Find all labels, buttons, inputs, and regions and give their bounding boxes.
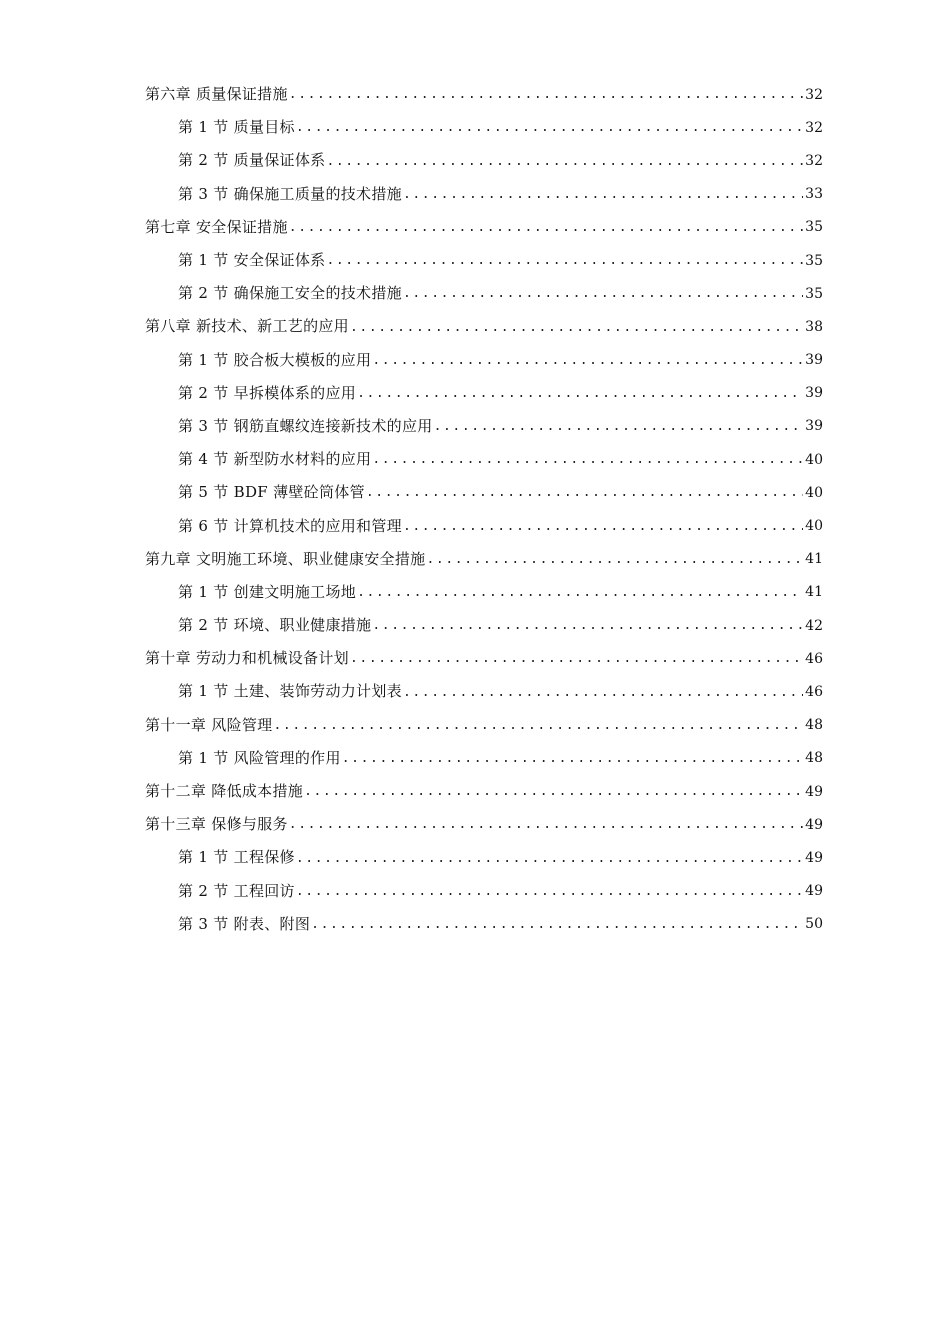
toc-entry-title: 第 4 节 新型防水材料的应用: [178, 450, 372, 469]
toc-page-number: 41: [805, 551, 823, 568]
toc-page-number: 49: [805, 816, 823, 833]
toc-page-number: 35: [805, 252, 823, 269]
toc-entry-title: 第 2 节 确保施工安全的技术措施: [178, 284, 402, 303]
toc-entry-title: 第 1 节 胶合板大模板的应用: [178, 350, 372, 369]
toc-page-number: 42: [805, 617, 823, 634]
toc-page-number: 40: [805, 484, 823, 501]
toc-page-number: 40: [805, 518, 823, 535]
toc-section-entry[interactable]: [0, 377, 950, 410]
toc-entry-title: 第 6 节 计算机技术的应用和管理: [178, 516, 402, 535]
toc-page-number: 33: [805, 186, 823, 203]
toc-page-number: 46: [805, 650, 823, 667]
toc-dot-leader: [350, 321, 803, 344]
toc-dot-leader: [350, 652, 803, 675]
toc-section-entry[interactable]: [0, 476, 950, 509]
toc-chapter-entry[interactable]: [0, 211, 950, 244]
toc-dot-leader: [372, 619, 803, 642]
toc-dot-leader: [296, 121, 803, 144]
toc-section-entry[interactable]: [0, 841, 950, 874]
toc-entry-title: 第九章 文明施工环境、职业健康安全措施: [145, 549, 426, 568]
toc-entry-title: 第八章 新技术、新工艺的应用: [145, 317, 349, 336]
toc-page-number: 35: [805, 219, 823, 236]
toc-page-number: 50: [805, 916, 823, 933]
toc-entry-title: 第七章 安全保证措施: [145, 217, 288, 236]
toc-entry-title: 第 3 节 确保施工质量的技术措施: [178, 184, 402, 203]
toc-section-entry[interactable]: [0, 443, 950, 476]
toc-page-number: 32: [805, 152, 823, 169]
toc-chapter-entry[interactable]: [0, 543, 950, 576]
toc-dot-leader: [357, 387, 803, 410]
toc-page-number: 38: [805, 318, 823, 335]
toc-section-entry[interactable]: [0, 509, 950, 542]
toc-dot-leader: [342, 752, 803, 775]
toc-dot-leader: [326, 155, 803, 178]
toc-entry-title: 第十三章 保修与服务: [145, 815, 288, 834]
toc-chapter-entry[interactable]: [0, 808, 950, 841]
toc-chapter-entry[interactable]: [0, 709, 950, 742]
toc-page-number: 49: [805, 849, 823, 866]
toc-section-entry[interactable]: [0, 178, 950, 211]
toc-chapter-entry[interactable]: [0, 775, 950, 808]
toc-entry-title: 第 1 节 质量目标: [178, 118, 295, 137]
toc-dot-leader: [289, 88, 803, 111]
toc-dot-leader: [273, 719, 803, 742]
toc-entry-title: 第十章 劳动力和机械设备计划: [145, 649, 349, 668]
toc-entry-title: 第 2 节 早拆模体系的应用: [178, 383, 357, 402]
toc-chapter-entry[interactable]: [0, 78, 950, 111]
toc-dot-leader: [434, 420, 804, 443]
toc-section-entry[interactable]: [0, 908, 950, 941]
toc-page-number: 32: [805, 119, 823, 136]
toc-section-entry[interactable]: [0, 277, 950, 310]
toc-page-number: 32: [805, 86, 823, 103]
toc-dot-leader: [304, 785, 803, 808]
toc-page-number: 48: [805, 717, 823, 734]
toc-section-entry[interactable]: [0, 111, 950, 144]
toc-section-entry[interactable]: [0, 742, 950, 775]
toc-page-number: 49: [805, 783, 823, 800]
toc-page-number: 39: [805, 418, 823, 435]
toc-chapter-entry[interactable]: [0, 642, 950, 675]
toc-entry-title: 第 2 节 环境、职业健康措施: [178, 616, 372, 635]
toc-dot-leader: [426, 553, 803, 576]
toc-dot-leader: [296, 852, 803, 875]
toc-dot-leader: [326, 254, 803, 277]
toc-section-entry[interactable]: [0, 410, 950, 443]
toc-entry-title: 第 2 节 质量保证体系: [178, 151, 326, 170]
toc-dot-leader: [357, 586, 803, 609]
toc-entry-title: 第 1 节 创建文明施工场地: [178, 582, 357, 601]
toc-dot-leader: [289, 818, 803, 841]
toc-dot-leader: [289, 221, 803, 244]
toc-page-number: 39: [805, 352, 823, 369]
toc-entry-title: 第十二章 降低成本措施: [145, 782, 304, 801]
toc-dot-leader: [403, 287, 803, 310]
toc-chapter-entry[interactable]: [0, 310, 950, 343]
toc-section-entry[interactable]: [0, 609, 950, 642]
toc-dot-leader: [403, 188, 803, 211]
toc-entry-title: 第六章 质量保证措施: [145, 85, 288, 104]
table-of-contents: [0, 78, 950, 941]
toc-page-number: 41: [805, 584, 823, 601]
toc-entry-title: 第 3 节 钢筋直螺纹连接新技术的应用: [178, 416, 433, 435]
toc-entry-title: 第 1 节 安全保证体系: [178, 251, 326, 270]
toc-dot-leader: [296, 885, 803, 908]
toc-page-number: 49: [805, 883, 823, 900]
toc-section-entry[interactable]: [0, 344, 950, 377]
toc-entry-title: 第 5 节 BDF 薄壁砼筒体管: [178, 483, 365, 502]
toc-entry-title: 第 2 节 工程回访: [178, 881, 295, 900]
toc-section-entry[interactable]: [0, 875, 950, 908]
toc-dot-leader: [311, 918, 803, 941]
toc-dot-leader: [372, 354, 803, 377]
toc-section-entry[interactable]: [0, 244, 950, 277]
toc-dot-leader: [366, 486, 803, 509]
toc-page-number: 39: [805, 385, 823, 402]
toc-entry-title: 第 1 节 工程保修: [178, 848, 295, 867]
toc-entry-title: 第十一章 风险管理: [145, 715, 273, 734]
toc-dot-leader: [403, 520, 803, 543]
toc-dot-leader: [403, 686, 803, 709]
toc-dot-leader: [372, 453, 803, 476]
toc-page-number: 46: [805, 683, 823, 700]
toc-section-entry[interactable]: [0, 144, 950, 177]
toc-section-entry[interactable]: [0, 576, 950, 609]
toc-entry-title: 第 1 节 土建、装饰劳动力计划表: [178, 682, 402, 701]
toc-page-number: 40: [805, 451, 823, 468]
toc-entry-title: 第 1 节 风险管理的作用: [178, 748, 341, 767]
toc-entry-title: 第 3 节 附表、附图: [178, 914, 311, 933]
toc-section-entry[interactable]: [0, 675, 950, 708]
toc-page-number: 48: [805, 750, 823, 767]
toc-page-number: 35: [805, 285, 823, 302]
